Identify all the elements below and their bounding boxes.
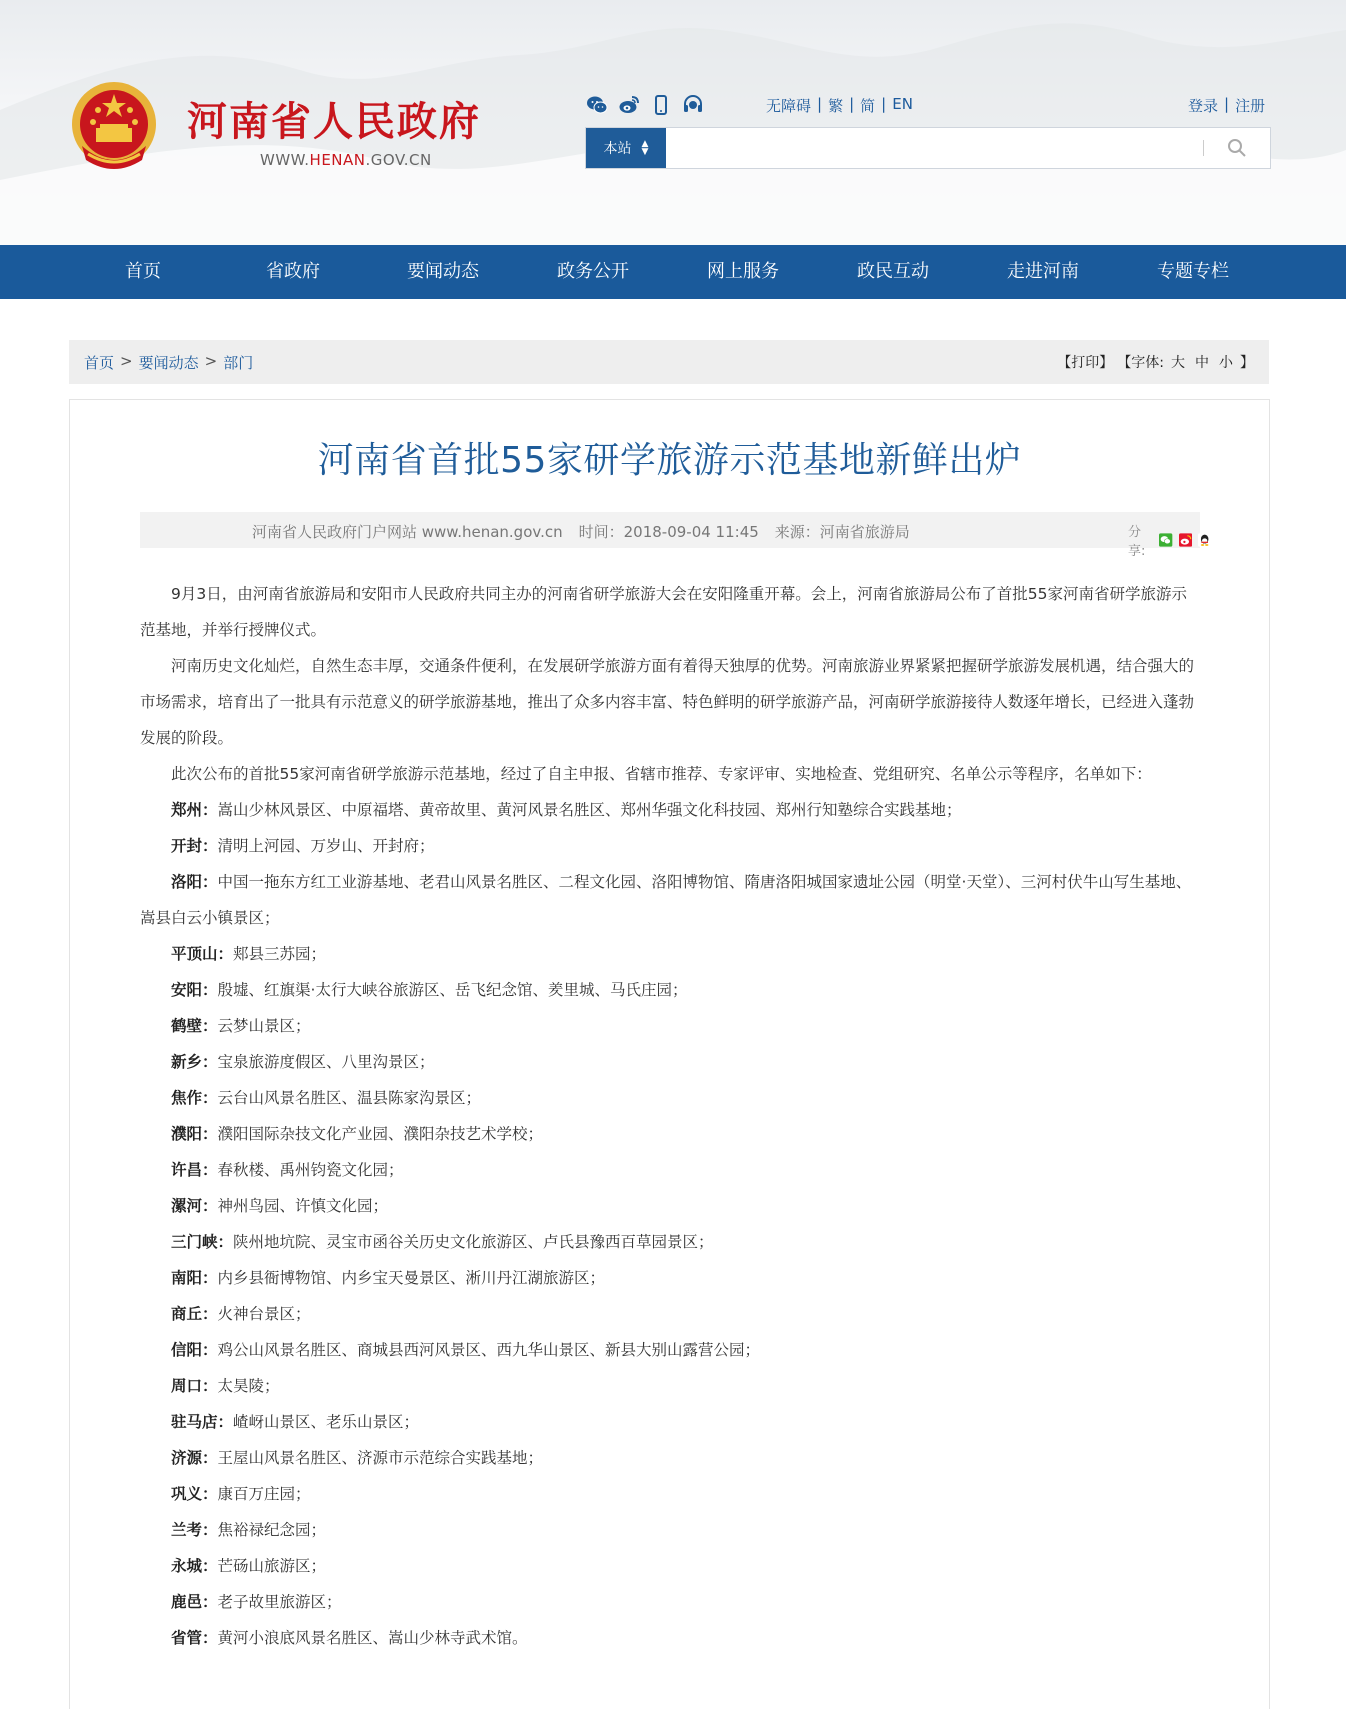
list-item-pingdingshan: 平顶山：郏县三苏园；: [171, 945, 327, 963]
list-item-zhumadian: 驻马店：嵖岈山景区、老乐山景区；: [171, 1413, 420, 1431]
search-button[interactable]: [1204, 128, 1270, 168]
list-item-hebi: 鹤壁：云梦山景区；: [171, 1017, 311, 1035]
list-item-luoyang: 洛阳：中国一拖东方红工业游基地、老君山风景名胜区、二程文化园、洛阳博物馆、隋唐洛阳城国家遗址公园（明堂·天堂）、三河村伏牛山写生基地、嵩县白云小镇景区；: [140, 873, 1192, 927]
headset-icon[interactable]: [682, 94, 704, 116]
nav-item-about-henan[interactable]: 走进河南: [1007, 261, 1079, 282]
accessibility-link[interactable]: 无障碍: [766, 97, 812, 115]
login-link[interactable]: 登录: [1188, 97, 1219, 115]
breadcrumb-bar: [69, 340, 1269, 384]
share-wechat-icon[interactable]: [1159, 532, 1172, 548]
list-item-nanyang: 南阳：内乡县衙博物馆、内乡宝天曼景区、淅川丹江湖旅游区；: [171, 1269, 606, 1287]
breadcrumb-department[interactable]: 部门: [223, 354, 254, 372]
article-paragraph: 河南历史文化灿烂，自然生态丰厚，交通条件便利，在发展研学旅游方面有着得天独厚的优势。河南旅游业界紧紧把握研学旅游发展机遇，结合强大的市场需求，培育出了一批具有示范意义的研学旅游基地，推出了众多内容丰富、特色鲜明的研学旅游产品，河南研学旅游接待人数逐年增长，已经进入蓬勃发展的阶段。: [140, 657, 1195, 747]
list-item-xinxiang: 新乡：宝泉旅游度假区、八里沟景区；: [171, 1053, 435, 1071]
breadcrumb-news[interactable]: 要闻动态: [138, 354, 199, 372]
list-item-jiyuan: 济源：王屋山风景名胜区、济源市示范综合实践基地；: [171, 1449, 544, 1467]
font-size-close: 】: [1240, 355, 1254, 371]
search-scope-select[interactable]: 本站 ▲ ▼: [586, 128, 666, 168]
breadcrumb: 首页 > 要闻动态 > 部门: [84, 352, 254, 372]
wechat-icon[interactable]: [586, 94, 608, 116]
list-item-anyang: 安阳：殷墟、红旗渠·太行大峡谷旅游区、岳飞纪念馆、羑里城、马氏庄园；: [171, 981, 688, 999]
font-small-button[interactable]: 小: [1219, 355, 1233, 371]
list-item-kaifeng: 开封：清明上河园、万岁山、开封府；: [171, 837, 435, 855]
font-large-button[interactable]: 大: [1171, 355, 1185, 371]
share-qq-icon[interactable]: [1198, 532, 1211, 548]
scope-arrows-icon: ▲ ▼: [641, 139, 649, 157]
list-item-province: 省管：黄河小浪底风景名胜区、嵩山少林寺武术馆。: [171, 1629, 528, 1647]
list-item-yongcheng: 永城：芒砀山旅游区；: [171, 1557, 327, 1575]
article-paragraph: 此次公布的首批55家河南省研学旅游示范基地，经过了自主申报、省辖市推荐、专家评审、实地检查、党组研究、名单公示等程序，名单如下：: [171, 765, 1152, 783]
share-weibo-icon[interactable]: [1179, 532, 1192, 548]
list-item-lankao: 兰考：焦裕禄纪念园；: [171, 1521, 327, 1539]
social-icons: [586, 94, 704, 116]
article-body: [140, 576, 1200, 1656]
list-item-zhengzhou: 郑州：嵩山少林风景区、中原福塔、黄帝故里、黄河风景名胜区、郑州华强文化科技园、郑州行知塾综合实践基地；: [171, 801, 962, 819]
language-links: 无障碍 | 繁 | 简 | EN: [766, 95, 913, 115]
print-button[interactable]: 【打印】: [1057, 355, 1114, 371]
font-medium-button[interactable]: 中: [1195, 355, 1209, 371]
list-item-xuchang: 许昌：春秋楼、禹州钧瓷文化园；: [171, 1161, 404, 1179]
auth-links: 登录 | 注册: [1188, 95, 1266, 115]
meta-source: 来源：河南省旅游局: [774, 523, 910, 541]
list-item-zhoukou: 周口：太昊陵；: [171, 1377, 280, 1395]
article-paragraph: 9月3日，由河南省旅游局和安阳市人民政府共同主办的河南省研学旅游大会在安阳隆重开幕。会上，河南省旅游局公布了首批55家河南省研学旅游示范基地，并举行授牌仪式。: [140, 585, 1187, 639]
search-icon: [1227, 138, 1247, 158]
article-meta: [140, 512, 1200, 559]
site-url: WWW.HENAN.GOV.CN: [260, 151, 432, 169]
list-item-puyang: 濮阳：濮阳国际杂技文化产业园、濮阳杂技艺术学校；: [171, 1125, 544, 1143]
list-item-sanmenxia: 三门峡：陕州地坑院、灵宝市函谷关历史文化旅游区、卢氏县豫西百草园景区；: [171, 1233, 714, 1251]
nav-item-online-services[interactable]: 网上服务: [707, 261, 779, 282]
meta-site: 河南省人民政府门户网站 www.henan.gov.cn: [252, 523, 563, 541]
nav-item-interaction[interactable]: 政民互动: [857, 261, 929, 282]
article-title: 河南省首批55家研学旅游示范基地新鲜出炉: [317, 440, 1022, 481]
list-item-jiaozuo: 焦作：云台山风景名胜区、温县陈家沟景区；: [171, 1089, 482, 1107]
meta-time: 时间：2018-09-04 11:45: [578, 523, 759, 541]
list-item-gongyi: 巩义：康百万庄园；: [171, 1485, 311, 1503]
nav-item-home[interactable]: 首页: [125, 261, 161, 282]
search-input[interactable]: [666, 128, 1203, 168]
share-label: 分享:: [1128, 525, 1146, 559]
simplified-link[interactable]: 简: [860, 97, 876, 115]
english-link[interactable]: EN: [892, 95, 913, 113]
traditional-link[interactable]: 繁: [828, 97, 844, 115]
list-item-luyi: 鹿邑：老子故里旅游区；: [171, 1593, 342, 1611]
list-item-xinyang: 信阳：鸡公山风景名胜区、商城县西河风景区、西九华山景区、新县大别山露营公园；: [171, 1341, 761, 1359]
register-link[interactable]: 注册: [1235, 97, 1266, 115]
nav-item-public-affairs[interactable]: 政务公开: [557, 261, 629, 282]
page-tools: [1057, 352, 1254, 372]
list-item-shangqiu: 商丘：火神台景区；: [171, 1305, 311, 1323]
main-nav: [0, 245, 1346, 299]
list-item-luohe: 漯河：神州鸟园、许慎文化园；: [171, 1197, 389, 1215]
nav-item-news[interactable]: 要闻动态: [407, 261, 479, 282]
search-bar: [585, 127, 1271, 169]
site-title[interactable]: 河南省人民政府: [187, 98, 481, 145]
weibo-icon[interactable]: [618, 94, 640, 116]
nav-item-government[interactable]: 省政府: [266, 261, 320, 282]
mobile-icon[interactable]: [650, 94, 672, 116]
article: [69, 399, 1270, 1709]
nav-item-topics[interactable]: 专题专栏: [1157, 261, 1229, 282]
share-bar: [1128, 521, 1211, 559]
national-emblem-icon: [68, 80, 160, 175]
breadcrumb-home[interactable]: 首页: [84, 354, 115, 372]
site-header: [0, 0, 1346, 245]
font-size-label: 【字体:: [1117, 355, 1164, 371]
